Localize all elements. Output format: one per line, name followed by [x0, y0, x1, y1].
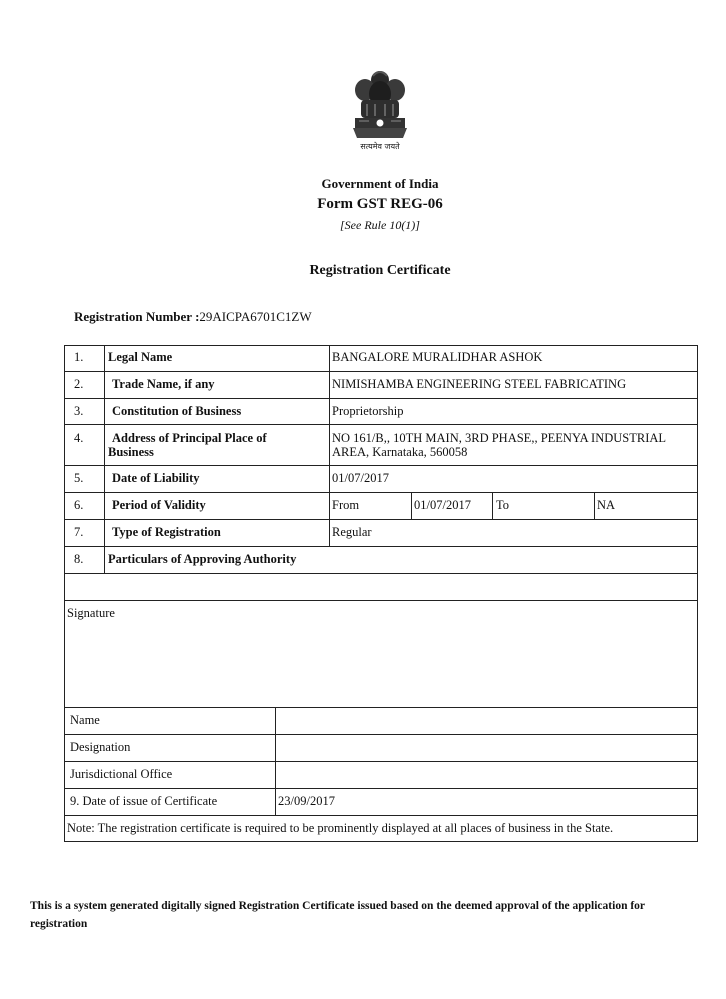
- col-divider: [329, 345, 330, 546]
- jurisdictional-office-label: Jurisdictional Office: [70, 767, 173, 781]
- issue-date-label: 9. Date of issue of Certificate: [70, 794, 218, 808]
- form-title: Form GST REG-06: [317, 196, 443, 212]
- approving-authority-label: Particulars of Approving Authority: [108, 552, 297, 566]
- row-divider: [64, 734, 698, 735]
- row-number: 7.: [74, 525, 84, 539]
- row-number: 1.: [74, 350, 84, 364]
- row-divider: [64, 371, 698, 372]
- legal-name-label: Legal Name: [108, 350, 173, 364]
- validity-from-value: 01/07/2017: [414, 498, 471, 512]
- row-number: 4.: [74, 431, 84, 445]
- system-generated-note: This is a system generated digitally signed Registration Certificate issued based on the deemed approval of the application for registration: [30, 900, 645, 930]
- col-divider: [411, 492, 412, 519]
- certificate-title: Registration Certificate: [309, 263, 451, 278]
- registration-number-line: [74, 309, 312, 325]
- emblem-motto: सत्यमेव जयते: [360, 142, 400, 151]
- issue-date-value: 23/09/2017: [278, 794, 335, 808]
- constitution-label: Constitution of Business: [112, 404, 242, 418]
- type-of-registration-value: Regular: [332, 525, 372, 539]
- row-divider: [64, 519, 698, 520]
- name-label: Name: [70, 713, 100, 727]
- address-value-line1: NO 161/B,, 10TH MAIN, 3RD PHASE,, PEENYA INDUSTRIAL: [332, 431, 667, 445]
- legal-name-value: BANGALORE MURALIDHAR ASHOK: [332, 350, 543, 364]
- blank-row: [64, 573, 698, 601]
- row-number: 5.: [74, 471, 84, 485]
- row-number: 8.: [74, 552, 84, 566]
- signature-box: [64, 600, 698, 708]
- address-label-line2: Business: [108, 445, 154, 459]
- trade-name-label: Trade Name, if any: [112, 377, 215, 391]
- row-divider: [64, 398, 698, 399]
- row-divider: [64, 424, 698, 425]
- row-divider: [64, 788, 698, 789]
- row-number: 6.: [74, 498, 84, 512]
- address-label-line1: Address of Principal Place of: [112, 431, 267, 445]
- col-divider: [275, 707, 276, 816]
- col-divider: [104, 345, 105, 574]
- constitution-value: Proprietorship: [332, 404, 404, 418]
- designation-label: Designation: [70, 740, 131, 754]
- row-number: 2.: [74, 377, 84, 391]
- signature-label: Signature: [67, 606, 115, 620]
- period-of-validity-label: Period of Validity: [112, 498, 206, 512]
- registration-number-value: 29AICPA6701C1ZW: [199, 309, 312, 324]
- type-of-registration-label: Type of Registration: [112, 525, 221, 539]
- row-number: 3.: [74, 404, 84, 418]
- validity-to-label: To: [496, 498, 510, 512]
- address-value-line2: AREA, Karnataka, 560058: [332, 445, 468, 459]
- row-divider: [64, 465, 698, 466]
- government-heading: Government of India: [321, 176, 439, 191]
- col-divider: [594, 492, 595, 519]
- row-divider: [64, 546, 698, 547]
- validity-from-label: From: [332, 498, 360, 512]
- display-note: Note: The registration certificate is required to be prominently displayed at all places of business in the State.: [67, 821, 614, 835]
- date-of-liability-label: Date of Liability: [112, 471, 200, 485]
- validity-to-value: NA: [597, 498, 616, 512]
- row-divider: [64, 761, 698, 762]
- col-divider: [492, 492, 493, 519]
- rule-reference: [See Rule 10(1)]: [340, 218, 420, 232]
- row-divider: [64, 492, 698, 493]
- trade-name-value: NIMISHAMBA ENGINEERING STEEL FABRICATING: [332, 377, 627, 391]
- date-of-liability-value: 01/07/2017: [332, 471, 389, 485]
- registration-number-label: Registration Number :: [74, 309, 200, 324]
